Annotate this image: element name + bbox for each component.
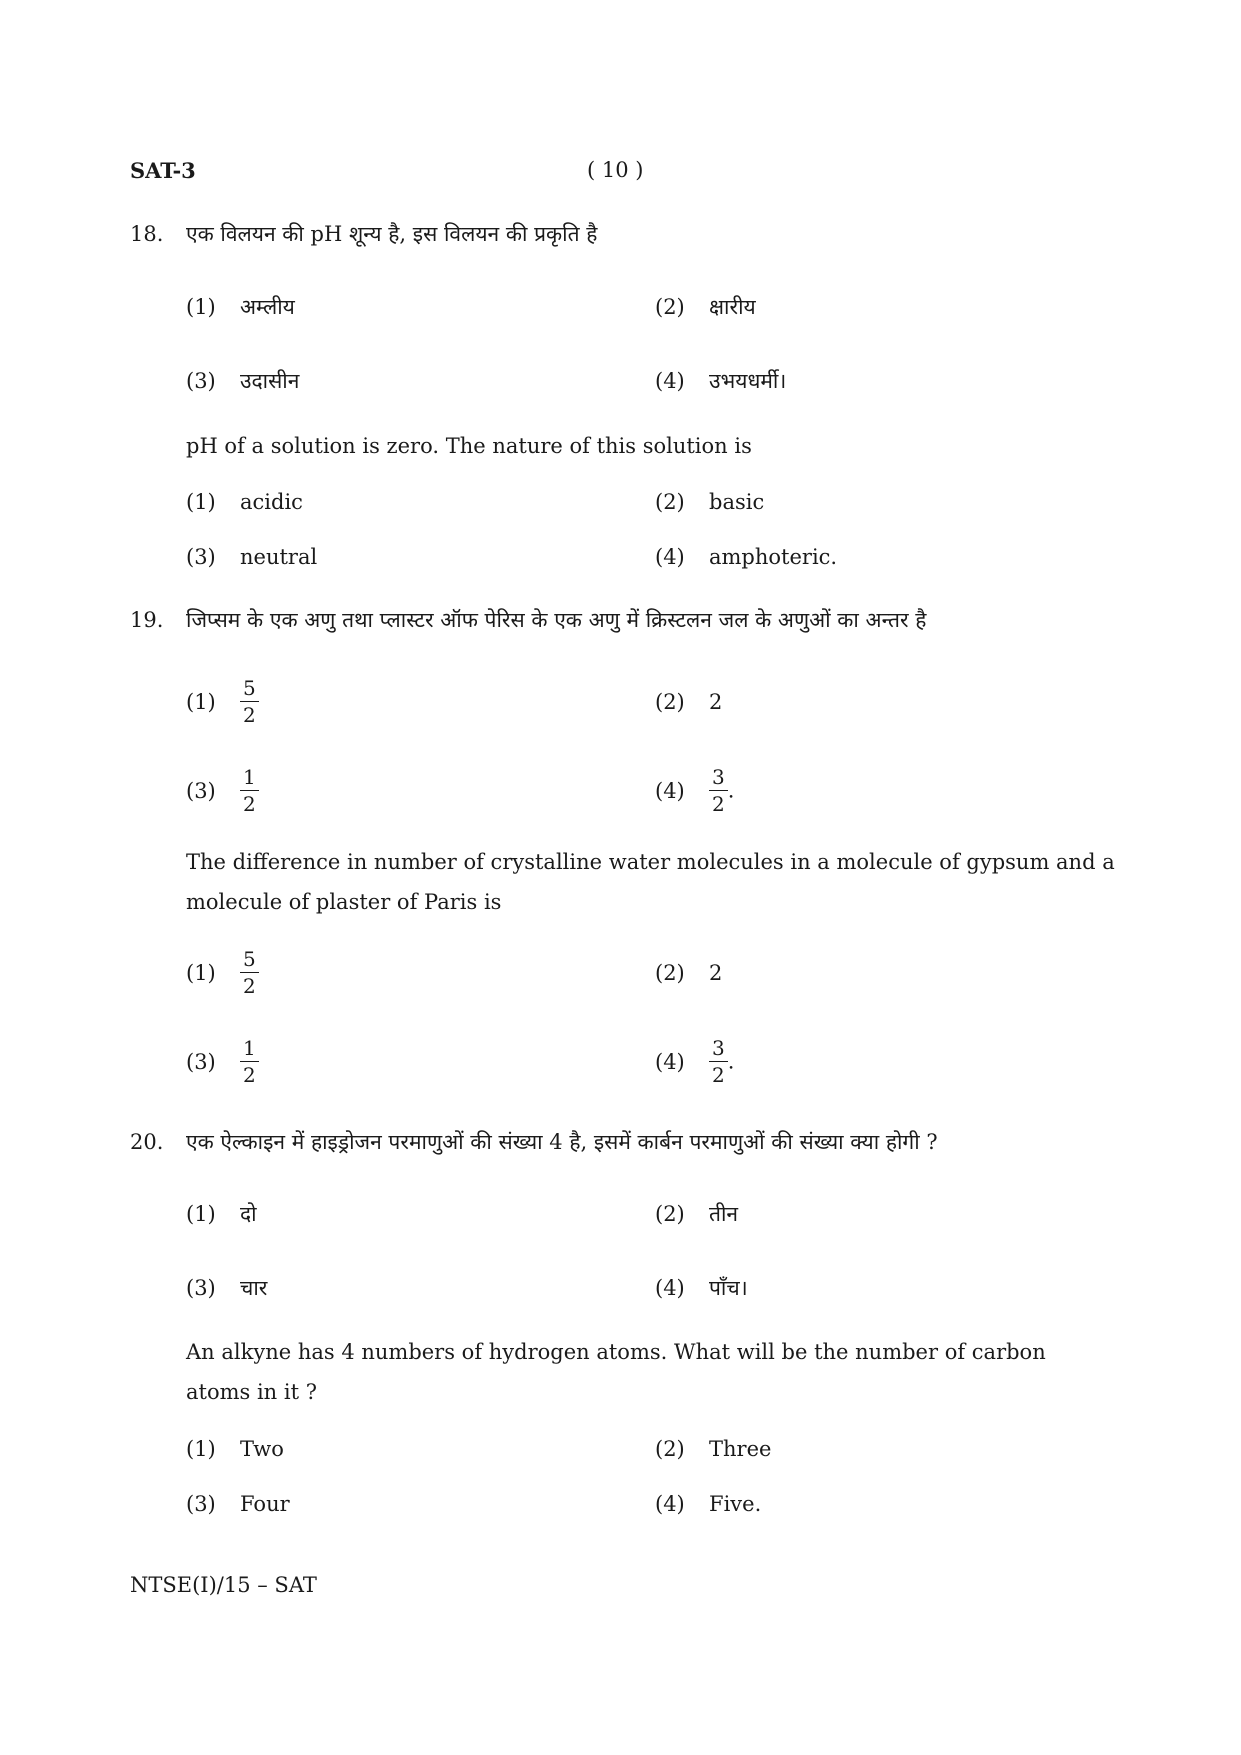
question-stem-english: An alkyne has 4 numbers of hydrogen atoms. What will be the number of carbon atoms in it ? [186,1340,1046,1404]
question-stem-hindi: एक ऐल्काइन में हाइड्रोजन परमाणुओं की संख्या 4 है, इसमें कार्बन परमाणुओं की संख्या क्या होगी ? [186,1130,938,1154]
question-stem-english: The difference in number of crystalline water molecules in a molecule of gypsum and a molecule of plaster of Paris is [186,850,1115,914]
option-2-hindi: (2) क्षारीय [655,295,756,319]
footer-code: NTSE(I)/15 – SAT [130,1573,317,1597]
question-stem-hindi: जिप्सम के एक अणु तथा प्लास्टर ऑफ पेरिस के एक अणु में क्रिस्टलन जल के अणुओं का अन्तर है [186,608,927,632]
fraction: $\frac{3}{2}$ [709,764,728,817]
option-1-hindi: (1) $\frac{5}{2}$ [186,675,259,728]
question-number: 18. [130,222,164,246]
option-1-hindi: (1) दो [186,1202,257,1226]
fraction: $\frac{1}{2}$ [240,764,259,817]
question-number: 19. [130,608,164,632]
option-4-hindi: (4) पाँच। [655,1276,748,1300]
option-2-hindi: (2) 2 [655,690,723,714]
option-1-english: (1) $\frac{5}{2}$ [186,946,259,999]
option-3-english: (3) neutral [186,545,318,569]
fraction: $\frac{3}{2}$ [709,1035,728,1088]
option-3-hindi: (3) उदासीन [186,369,300,393]
option-1-english: (1) acidic [186,490,303,514]
option-3-hindi: (3) चार [186,1276,268,1300]
option-4-hindi: (4) $\frac{3}{2}$ . [655,765,735,816]
option-3-english: (3) $\frac{1}{2}$ [186,1035,259,1088]
page-number: ( 10 ) [587,158,644,182]
option-2-english: (2) basic [655,490,765,514]
question-number: 20. [130,1130,164,1154]
question-stem-english: pH of a solution is zero. The nature of this solution is [186,434,752,458]
option-4-english: (4) $\frac{3}{2}$ . [655,1036,735,1087]
fraction: $\frac{5}{2}$ [240,946,259,999]
option-2-hindi: (2) तीन [655,1202,739,1226]
fraction: $\frac{5}{2}$ [240,675,259,728]
option-1-english: (1) Two [186,1437,284,1461]
option-3-hindi: (3) $\frac{1}{2}$ [186,764,259,817]
option-4-hindi: (4) उभयधर्मी। [655,369,787,393]
option-4-english: (4) Five. [655,1492,762,1516]
fraction: $\frac{1}{2}$ [240,1035,259,1088]
option-2-english: (2) 2 [655,961,723,985]
option-1-hindi: (1) अम्लीय [186,295,295,319]
option-3-english: (3) Four [186,1492,290,1516]
option-2-english: (2) Three [655,1437,772,1461]
option-4-english: (4) amphoteric. [655,545,838,569]
question-stem-hindi: एक विलयन की pH शून्य है, इस विलयन की प्रकृति है [186,222,598,246]
paper-code: SAT-3 [130,158,196,183]
